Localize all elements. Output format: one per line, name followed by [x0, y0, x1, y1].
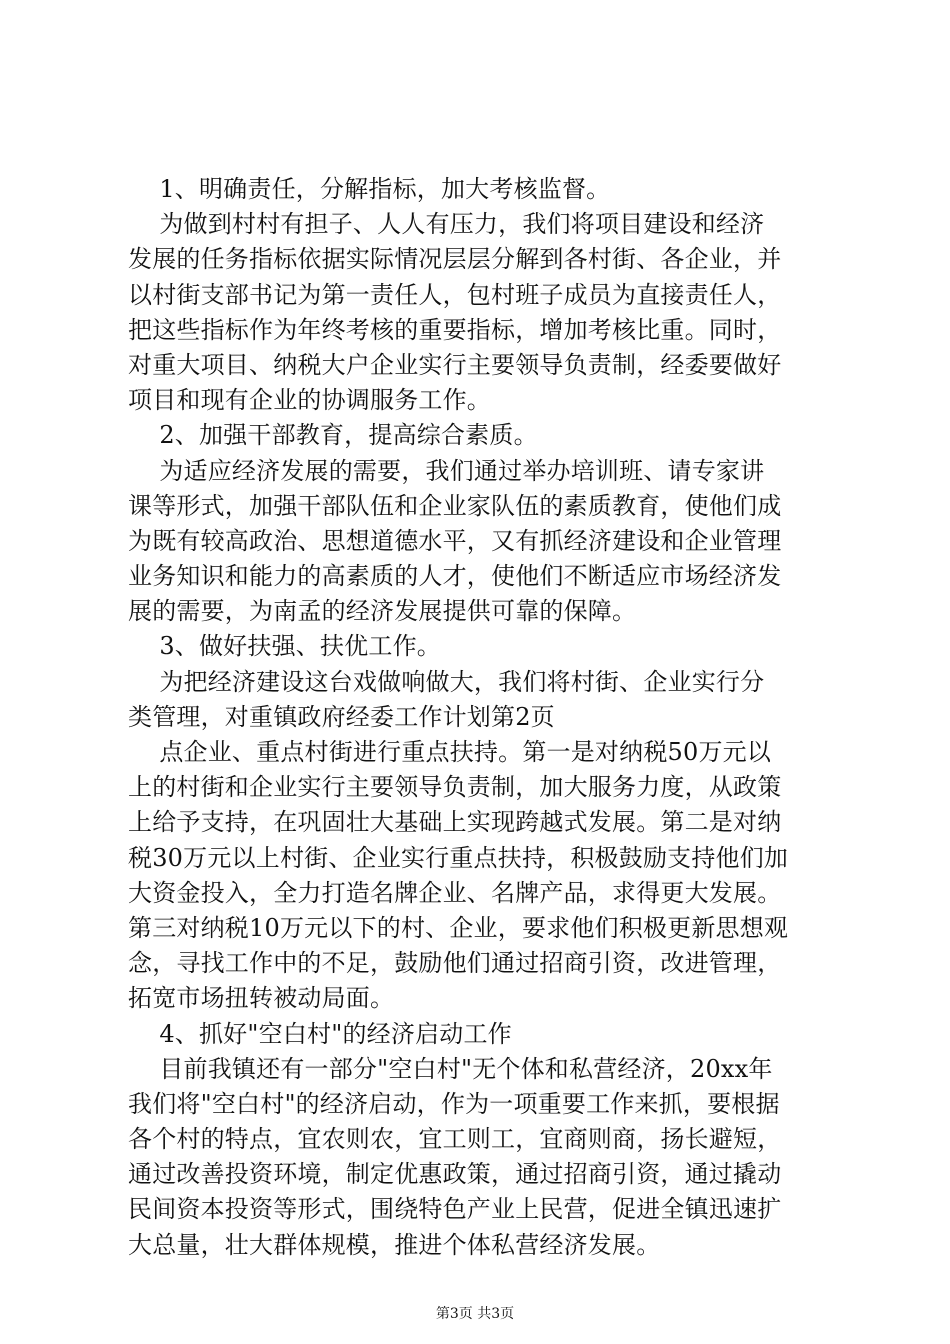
- text-line: 以村街支部书记为第一责任人，包村班子成员为直接责任人，: [128, 280, 782, 309]
- text-line: 为既有较高政治、思想道德水平，又有抓经济建设和企业管理: [128, 526, 782, 555]
- text-line: 项目和现有企业的协调服务工作。: [128, 386, 491, 415]
- text-line: 课等形式，加强干部队伍和企业家队伍的素质教育，使他们成: [128, 491, 782, 520]
- text-line: 把这些指标作为年终考核的重要指标，增加考核比重。同时，: [128, 315, 782, 344]
- text-line: 各个村的特点，宜农则农，宜工则工，宜商则商，扬长避短，: [128, 1125, 782, 1154]
- text-line: 为适应经济发展的需要，我们通过举办培训班、请专家讲: [128, 456, 765, 485]
- text-line: 3、做好扶强、扶优工作。: [128, 632, 441, 661]
- text-line: 大总量，壮大群体规模，推进个体私营经济发展。: [128, 1230, 661, 1259]
- text-line: 对重大项目、纳税大户企业实行主要领导负责制，经委要做好: [128, 350, 782, 379]
- text-line: 为把经济建设这台戏做响做大，我们将村街、企业实行分: [128, 667, 765, 696]
- text-line: 2、加强干部教育，提高综合素质。: [128, 421, 538, 450]
- text-line: 发展的任务指标依据实际情况层层分解到各村街、各企业，并: [128, 245, 782, 274]
- text-line: 拓宽市场扭转被动局面。: [128, 984, 395, 1013]
- text-line: 目前我镇还有一部分"空白村"无个体和私营经济，20xx年: [128, 1054, 773, 1083]
- text-line: 4、抓好"空白村"的经济启动工作: [128, 1019, 512, 1048]
- text-line: 第三对纳税10万元以下的村、企业，要求他们积极更新思想观: [128, 913, 789, 942]
- text-line: 民间资本投资等形式，围绕特色产业上民营，促进全镇迅速扩: [128, 1195, 782, 1224]
- text-line: 上的村街和企业实行主要领导负责制，加大服务力度，从政策: [128, 773, 782, 802]
- text-line: 念，寻找工作中的不足，鼓励他们通过招商引资，改进管理，: [128, 949, 782, 978]
- text-line: 展的需要，为南孟的经济发展提供可靠的保障。: [128, 597, 637, 626]
- text-line: 业务知识和能力的高素质的人才，使他们不断适应市场经济发: [128, 562, 782, 591]
- text-line: 大资金投入，全力打造名牌企业、名牌产品，求得更大发展。: [128, 878, 782, 907]
- document-body: [128, 172, 828, 1263]
- page-footer: 第3页 共3页: [435, 1306, 515, 1322]
- text-line: 为做到村村有担子、人人有压力，我们将项目建设和经济: [128, 210, 765, 239]
- text-line: 点企业、重点村街进行重点扶持。第一是对纳税50万元以: [128, 738, 772, 766]
- text-line: 税30万元以上村街、企业实行重点扶持，积极鼓励支持他们加: [128, 843, 789, 872]
- text-line: 上给予支持，在巩固壮大基础上实现跨越式发展。第二是对纳: [128, 808, 782, 837]
- text-line: 1、明确责任，分解指标，加大考核监督。: [128, 175, 611, 203]
- text-line: 通过改善投资环境，制定优惠政策，通过招商引资，通过撬动: [128, 1160, 782, 1189]
- text-line: 类管理，对重镇政府经委工作计划第2页: [128, 702, 555, 731]
- text-line: 我们将"空白村"的经济启动，作为一项重要工作来抓，要根据: [128, 1089, 780, 1118]
